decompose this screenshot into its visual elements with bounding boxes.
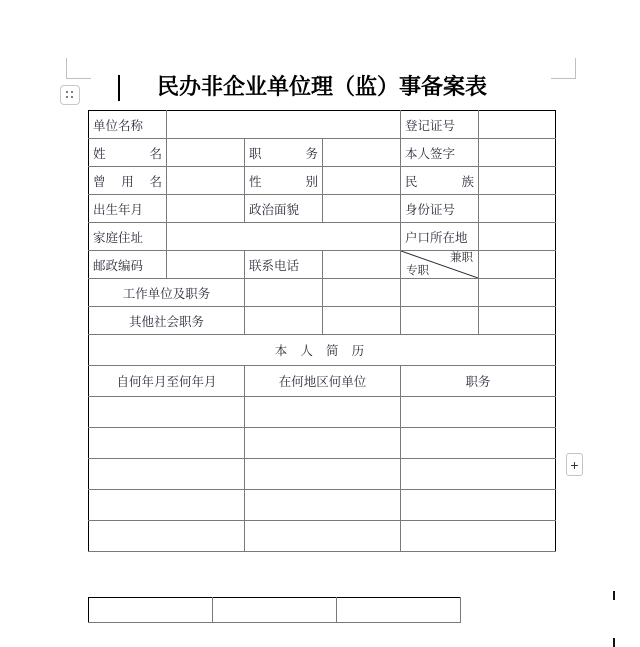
field-input-cell[interactable] bbox=[89, 397, 245, 428]
field-input-cell[interactable] bbox=[323, 167, 401, 195]
field-input-cell[interactable] bbox=[323, 139, 401, 167]
field-input-cell[interactable] bbox=[89, 459, 245, 490]
diagonal-label-part-time: 兼职 bbox=[450, 252, 473, 264]
field-label-cell: 家庭住址 bbox=[89, 223, 167, 251]
field-input-cell[interactable] bbox=[89, 490, 245, 521]
table-row bbox=[89, 139, 556, 167]
field-input-cell[interactable] bbox=[245, 459, 401, 490]
field-label-cell: 户口所在地 bbox=[401, 223, 479, 251]
table-row bbox=[89, 167, 556, 195]
field-label-cell: 工作单位及职务 bbox=[89, 279, 245, 307]
field-label-cell: 联系电话 bbox=[245, 251, 323, 279]
four-dot-grid-glyph bbox=[66, 91, 74, 99]
field-label-cell: 出生年月 bbox=[89, 195, 167, 223]
table-row bbox=[89, 223, 556, 251]
field-input-cell[interactable] bbox=[337, 598, 461, 623]
field-input-cell[interactable] bbox=[245, 397, 401, 428]
field-input-cell[interactable] bbox=[479, 111, 556, 139]
table-row bbox=[89, 195, 556, 223]
table-row bbox=[89, 307, 556, 335]
field-label-cell: 民 族 bbox=[401, 167, 479, 195]
field-input-cell[interactable] bbox=[479, 279, 556, 307]
field-input-cell[interactable] bbox=[167, 223, 401, 251]
table-row bbox=[89, 598, 461, 623]
diagonal-split-cell[interactable] bbox=[401, 251, 479, 279]
field-input-cell[interactable] bbox=[323, 279, 401, 307]
field-input-cell[interactable] bbox=[323, 251, 401, 279]
field-input-cell[interactable] bbox=[479, 223, 556, 251]
field-label-cell: 职务 bbox=[401, 366, 556, 397]
field-input-cell[interactable] bbox=[213, 598, 337, 623]
registration-form-table bbox=[88, 110, 556, 552]
field-input-cell[interactable] bbox=[479, 139, 556, 167]
table-move-handle-icon[interactable] bbox=[60, 85, 80, 105]
page-edge-tick-lower bbox=[613, 638, 615, 647]
table-row bbox=[89, 428, 556, 459]
table-row bbox=[89, 521, 556, 552]
field-input-cell[interactable] bbox=[167, 195, 245, 223]
page-title: 民办非企业单位理（监）事备案表 bbox=[156, 75, 487, 100]
field-input-cell[interactable] bbox=[323, 307, 401, 335]
field-input-cell[interactable] bbox=[401, 307, 479, 335]
field-input-cell[interactable] bbox=[245, 521, 401, 552]
field-label-cell: 曾 用 名 bbox=[89, 167, 167, 195]
table-row bbox=[89, 459, 556, 490]
field-label-cell: 登记证号 bbox=[401, 111, 479, 139]
form-table-body bbox=[89, 111, 556, 552]
table-row bbox=[89, 335, 556, 366]
table-row bbox=[89, 111, 556, 139]
field-input-cell[interactable] bbox=[245, 428, 401, 459]
field-label-cell: 身份证号 bbox=[401, 195, 479, 223]
field-input-cell[interactable] bbox=[401, 279, 479, 307]
field-input-cell[interactable] bbox=[401, 490, 556, 521]
field-label-cell: 单位名称 bbox=[89, 111, 167, 139]
add-row-button[interactable]: + bbox=[566, 453, 583, 476]
field-label-cell: 职 务 bbox=[245, 139, 323, 167]
field-input-cell[interactable] bbox=[89, 521, 245, 552]
table-row bbox=[89, 279, 556, 307]
field-label-cell: 本人签字 bbox=[401, 139, 479, 167]
field-input-cell[interactable] bbox=[323, 195, 401, 223]
field-label-cell: 其他社会职务 bbox=[89, 307, 245, 335]
table-row bbox=[89, 490, 556, 521]
resume-continuation-table bbox=[88, 597, 461, 623]
field-input-cell[interactable] bbox=[401, 397, 556, 428]
field-input-cell[interactable] bbox=[479, 167, 556, 195]
field-label-cell: 自何年月至何年月 bbox=[89, 366, 245, 397]
field-input-cell[interactable] bbox=[167, 111, 401, 139]
field-input-cell[interactable] bbox=[167, 251, 245, 279]
field-input-cell[interactable] bbox=[167, 167, 245, 195]
field-input-cell[interactable] bbox=[89, 598, 213, 623]
field-input-cell[interactable] bbox=[479, 251, 556, 279]
field-input-cell[interactable] bbox=[401, 459, 556, 490]
field-input-cell[interactable] bbox=[479, 307, 556, 335]
field-input-cell[interactable] bbox=[245, 490, 401, 521]
continuation-table-body bbox=[89, 598, 461, 623]
page-edge-tick-upper bbox=[613, 591, 615, 600]
field-label-cell: 本 人 简 历 bbox=[89, 335, 556, 366]
field-label-cell: 性 别 bbox=[245, 167, 323, 195]
field-input-cell[interactable] bbox=[167, 139, 245, 167]
table-row bbox=[89, 251, 556, 279]
field-label-cell: 政治面貌 bbox=[245, 195, 323, 223]
diagonal-label-full-time: 专职 bbox=[406, 265, 429, 277]
field-input-cell[interactable] bbox=[245, 307, 323, 335]
table-row bbox=[89, 397, 556, 428]
field-input-cell[interactable] bbox=[401, 428, 556, 459]
field-label-cell: 邮政编码 bbox=[89, 251, 167, 279]
field-label-cell: 在何地区何单位 bbox=[245, 366, 401, 397]
field-input-cell[interactable] bbox=[89, 428, 245, 459]
field-label-cell: 姓 名 bbox=[89, 139, 167, 167]
field-input-cell[interactable] bbox=[479, 195, 556, 223]
table-row bbox=[89, 366, 556, 397]
field-input-cell[interactable] bbox=[401, 521, 556, 552]
field-input-cell[interactable] bbox=[245, 279, 323, 307]
